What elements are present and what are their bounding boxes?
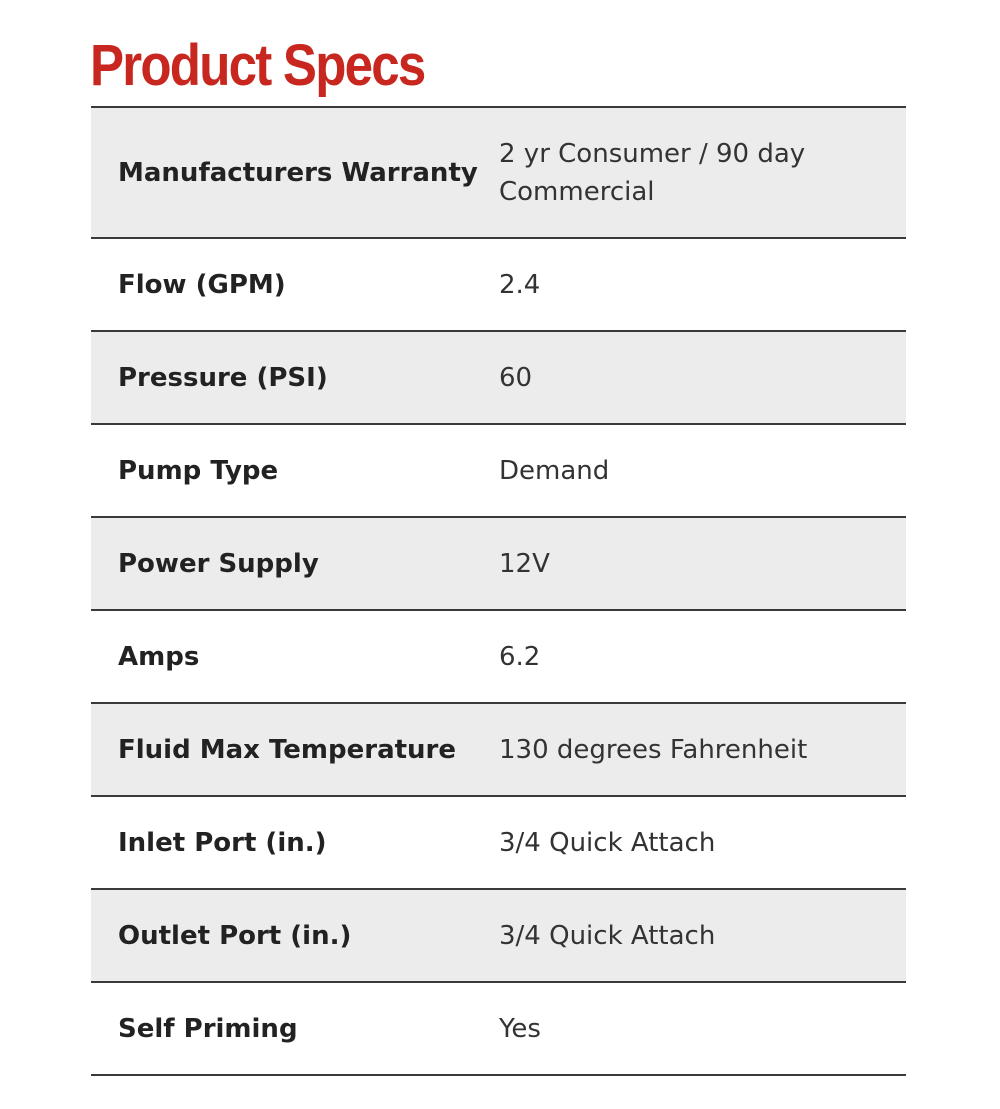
spec-label: Amps [118,641,200,672]
spec-value: Demand [499,455,610,486]
spec-row-power-supply [91,517,906,610]
spec-row-amps [91,610,906,703]
spec-label: Outlet Port (in.) [118,920,352,951]
spec-label: Manufacturers Warranty [118,157,478,188]
section-title: Product Specs [90,33,425,98]
spec-row-inlet-port [91,796,906,889]
spec-value: 3/4 Quick Attach [499,827,716,858]
spec-value: 60 [499,362,533,393]
spec-value: 2 yr Consumer / 90 day Commercial [499,138,806,207]
spec-label: Inlet Port (in.) [118,827,327,858]
spec-label: Pump Type [118,455,279,486]
specs-table [91,106,906,1076]
spec-row-outlet-port [91,889,906,982]
spec-value: 3/4 Quick Attach [499,920,716,951]
spec-value: 2.4 [499,269,541,300]
spec-row-pump-type [91,424,906,517]
spec-row-flow [91,238,906,331]
spec-row-fluid-max-temp [91,703,906,796]
spec-value: Yes [499,1013,541,1044]
spec-label: Fluid Max Temperature [118,734,457,765]
spec-value: 6.2 [499,641,541,672]
spec-row-self-priming [91,982,906,1075]
spec-value: 130 degrees Fahrenheit [499,734,808,765]
spec-label: Pressure (PSI) [118,362,328,393]
spec-label: Flow (GPM) [118,269,286,300]
spec-label: Power Supply [118,548,319,579]
spec-value: 12V [499,548,550,579]
spec-row-pressure [91,331,906,424]
spec-row-warranty [91,107,906,238]
spec-label: Self Priming [118,1013,298,1044]
